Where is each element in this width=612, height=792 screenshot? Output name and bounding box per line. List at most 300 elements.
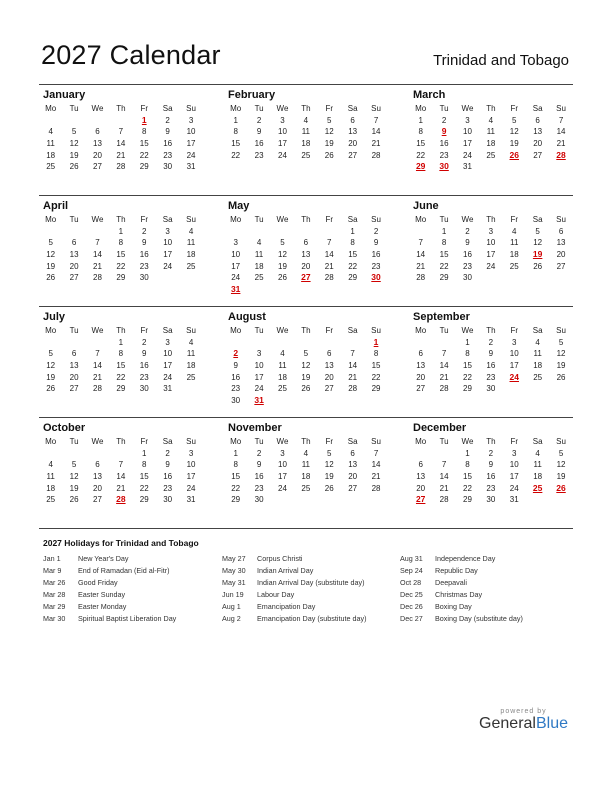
day-cell: 21 — [416, 261, 426, 271]
weekday-header — [39, 325, 203, 337]
holiday-date: 31 — [254, 395, 264, 406]
week-row — [409, 272, 573, 284]
day-cell: 12 — [278, 250, 287, 260]
day-cell: 30 — [139, 273, 149, 283]
day-cell: 15 — [439, 250, 449, 260]
day-cell: 28 — [371, 483, 381, 493]
day-cell: 2 — [256, 115, 262, 125]
weekday-label: Th — [301, 326, 311, 335]
weekday-label: Sa — [347, 326, 358, 335]
week-row — [39, 372, 203, 384]
weekday-label: We — [461, 215, 474, 224]
weekday-label: Su — [556, 437, 566, 446]
day-cell: 26 — [46, 384, 56, 394]
day-cell: 2 — [488, 337, 494, 347]
weekday-label: Su — [186, 437, 196, 446]
holiday-item-name: Republic Day — [435, 566, 478, 575]
holiday-date: 29 — [415, 161, 426, 172]
weekday-header — [409, 325, 573, 337]
day-cell: 9 — [488, 349, 494, 359]
day-cell: 18 — [186, 361, 196, 371]
week-row — [224, 494, 388, 506]
week-row — [224, 383, 388, 395]
holiday-item-name: End of Ramadan (Eid al-Fitr) — [78, 566, 170, 575]
holiday-item — [43, 613, 176, 625]
day-cell: 13 — [69, 250, 79, 260]
week-row — [409, 448, 573, 460]
holiday-item — [222, 553, 366, 565]
weekday-label: Mo — [45, 326, 57, 335]
weekday-label: We — [276, 215, 289, 224]
day-cell: 5 — [48, 349, 53, 359]
day-cell: 25 — [509, 261, 519, 271]
day-cell — [156, 272, 179, 284]
day-cell — [109, 115, 132, 127]
day-cell — [318, 284, 341, 296]
month-name: July — [43, 311, 66, 323]
day-cell: 6 — [418, 349, 423, 359]
week-row — [39, 226, 203, 238]
month-december — [409, 418, 573, 528]
day-cell: 17 — [278, 139, 287, 149]
day-cell: 4 — [48, 127, 53, 137]
day-cell: 5 — [558, 337, 564, 347]
day-cell: 27 — [69, 273, 79, 283]
day-cell: 14 — [93, 250, 102, 260]
week-row — [224, 261, 388, 273]
week-row — [224, 348, 388, 360]
week-row — [39, 150, 203, 162]
holiday-item-date: Aug 31 — [400, 554, 423, 563]
day-cell: 30 — [163, 495, 173, 505]
day-cell: 15 — [231, 139, 241, 149]
day-cell: 6 — [418, 460, 423, 470]
day-cell: 23 — [439, 150, 449, 160]
weekday-label: Sa — [162, 326, 173, 335]
day-cell — [294, 226, 317, 238]
day-cell: 18 — [301, 139, 311, 149]
day-cell: 8 — [233, 460, 238, 470]
day-cell — [247, 284, 270, 296]
week-row — [224, 395, 388, 407]
week-row — [409, 459, 573, 471]
day-cell: 4 — [48, 460, 53, 470]
holiday-item — [400, 589, 523, 601]
weekday-label: Tu — [439, 215, 449, 224]
day-cell: 25 — [186, 372, 196, 382]
day-cell: 8 — [465, 460, 470, 470]
day-cell: 22 — [463, 483, 472, 493]
day-cell — [294, 395, 317, 407]
day-cell: 3 — [512, 337, 517, 347]
day-cell: 13 — [556, 238, 566, 248]
day-cell: 31 — [163, 384, 173, 394]
day-cell: 3 — [280, 115, 285, 125]
day-cell: 5 — [535, 226, 540, 236]
month-name: October — [43, 422, 86, 434]
day-cell: 7 — [441, 460, 447, 470]
day-cell: 3 — [280, 448, 285, 458]
day-cell: 22 — [371, 372, 381, 382]
holiday-item-name: Independence Day — [435, 554, 496, 563]
day-cell: 15 — [231, 472, 241, 482]
powered-by-text: powered by — [500, 708, 547, 715]
day-cell: 14 — [439, 361, 449, 371]
holiday-item-date: May 30 — [222, 566, 246, 575]
weekday-header — [39, 103, 203, 115]
weekday-label: Fr — [510, 437, 519, 446]
month-name: January — [43, 89, 86, 101]
day-cell: 4 — [280, 349, 285, 359]
weekday-header — [409, 436, 573, 448]
holiday-date: 25 — [532, 482, 543, 493]
day-cell: 13 — [416, 472, 426, 482]
day-cell: 12 — [324, 460, 334, 470]
day-cell: 15 — [416, 139, 426, 149]
holiday-date: 1 — [373, 336, 379, 347]
day-cell: 23 — [486, 372, 496, 382]
day-cell: 23 — [371, 261, 381, 271]
week-row — [39, 483, 203, 495]
day-cell: 12 — [69, 139, 79, 149]
week-row — [224, 372, 388, 384]
day-cell: 14 — [371, 460, 381, 470]
weekday-label: Tu — [439, 104, 449, 113]
week-row — [39, 237, 203, 249]
holiday-item-date: Mar 9 — [43, 566, 62, 575]
weekday-label: Th — [301, 104, 311, 113]
day-cell: 8 — [233, 127, 238, 137]
day-cell: 13 — [416, 361, 426, 371]
day-cell: 19 — [278, 261, 287, 271]
weekday-label: Su — [186, 104, 196, 113]
day-cell: 18 — [254, 261, 264, 271]
day-cell: 17 — [186, 472, 196, 482]
day-cell — [39, 226, 62, 238]
month-january — [39, 85, 203, 195]
holiday-item — [222, 613, 366, 625]
day-cell: 30 — [139, 384, 149, 394]
day-cell — [409, 226, 432, 238]
weekday-label: Mo — [415, 437, 427, 446]
day-cell: 3 — [165, 226, 170, 236]
day-cell — [39, 448, 62, 460]
day-cell — [318, 337, 341, 349]
weekday-label: Fr — [325, 437, 334, 446]
day-cell: 10 — [186, 127, 196, 137]
holiday-item-name: Indian Arrival Day — [257, 566, 314, 575]
weekday-label: Su — [371, 215, 381, 224]
day-cell: 13 — [93, 139, 102, 149]
month-name: June — [413, 200, 439, 212]
day-cell: 16 — [139, 361, 149, 371]
day-cell: 28 — [371, 150, 381, 160]
calendar-row — [39, 306, 573, 417]
day-cell: 5 — [71, 127, 77, 137]
weekday-label: We — [91, 437, 104, 446]
day-cell: 10 — [509, 349, 519, 359]
day-cell: 3 — [165, 337, 170, 347]
day-cell: 29 — [116, 273, 126, 283]
holiday-date: 26 — [556, 482, 566, 493]
day-cell: 30 — [231, 396, 241, 406]
day-cell: 24 — [163, 372, 173, 382]
week-row — [39, 272, 203, 284]
weekday-label: Tu — [69, 326, 79, 335]
weekday-label: Tu — [69, 215, 79, 224]
day-cell: 20 — [93, 150, 102, 160]
holiday-item-date: Jun 19 — [222, 590, 244, 599]
day-cell: 14 — [348, 361, 358, 371]
day-cell: 9 — [256, 460, 262, 470]
day-cell: 22 — [416, 150, 426, 160]
week-row — [409, 372, 573, 384]
holiday-item-name: Easter Monday — [78, 602, 127, 611]
generalblue-logo[interactable] — [479, 708, 568, 733]
day-cell: 11 — [186, 349, 196, 359]
week-row — [39, 383, 203, 395]
day-cell: 1 — [118, 337, 124, 347]
day-cell: 6 — [303, 238, 309, 248]
week-row — [409, 337, 573, 349]
week-row — [224, 237, 388, 249]
day-cell — [271, 395, 294, 407]
day-cell: 16 — [231, 372, 241, 382]
day-cell: 3 — [488, 226, 494, 236]
week-row — [409, 138, 573, 150]
week-row — [224, 138, 388, 150]
day-cell: 22 — [348, 261, 358, 271]
holiday-date: 31 — [230, 284, 241, 295]
day-cell: 16 — [163, 139, 173, 149]
day-cell — [62, 337, 85, 349]
weekday-header — [39, 214, 203, 226]
day-cell: 24 — [509, 483, 519, 493]
day-cell: 25 — [46, 495, 56, 505]
day-cell: 6 — [71, 238, 77, 248]
week-row — [224, 126, 388, 138]
day-cell — [341, 494, 364, 506]
day-cell: 16 — [139, 250, 149, 260]
holiday-date: 27 — [301, 272, 311, 283]
day-cell: 4 — [512, 226, 517, 236]
day-cell: 30 — [163, 162, 173, 172]
day-cell: 23 — [254, 150, 264, 160]
day-cell — [364, 284, 387, 296]
weekday-label: Th — [486, 104, 496, 113]
month-may — [224, 196, 388, 306]
day-cell: 10 — [163, 349, 173, 359]
day-cell: 1 — [465, 337, 470, 347]
day-cell — [432, 448, 455, 460]
day-cell: 12 — [46, 250, 56, 260]
calendar-row — [39, 195, 573, 306]
day-cell: 23 — [139, 372, 149, 382]
day-cell: 20 — [69, 261, 79, 271]
day-cell: 17 — [463, 139, 472, 149]
day-cell — [364, 494, 387, 506]
day-cell — [318, 395, 341, 407]
day-cell: 18 — [46, 483, 56, 493]
day-cell: 20 — [533, 139, 543, 149]
day-cell: 25 — [486, 150, 496, 160]
weekday-label: Mo — [45, 104, 57, 113]
day-cell: 19 — [324, 472, 334, 482]
day-cell: 21 — [371, 139, 381, 149]
day-cell: 15 — [371, 361, 381, 371]
week-row — [409, 237, 573, 249]
day-cell: 31 — [509, 495, 519, 505]
day-cell: 8 — [118, 349, 124, 359]
day-cell: 5 — [327, 448, 332, 458]
day-cell: 19 — [556, 361, 566, 371]
week-row — [409, 483, 573, 495]
weekday-label: Th — [301, 215, 311, 224]
day-cell: 1 — [418, 115, 423, 125]
day-cell: 5 — [327, 115, 332, 125]
day-cell: 29 — [231, 495, 241, 505]
week-row — [39, 459, 203, 471]
day-cell: 24 — [163, 261, 173, 271]
week-row — [39, 261, 203, 273]
weekday-label: Tu — [254, 215, 264, 224]
day-cell — [318, 494, 341, 506]
week-row — [39, 348, 203, 360]
day-cell: 14 — [556, 127, 566, 137]
weekday-label: Sa — [347, 437, 358, 446]
day-cell: 1 — [233, 115, 238, 125]
holiday-item — [43, 565, 176, 577]
day-cell: 17 — [486, 250, 496, 260]
week-row — [224, 459, 388, 471]
week-row — [39, 448, 203, 460]
month-name: November — [228, 422, 282, 434]
holiday-item-date: Mar 26 — [43, 578, 66, 587]
day-cell: 10 — [163, 238, 173, 248]
day-cell — [224, 337, 247, 349]
day-cell: 8 — [350, 238, 355, 248]
day-cell — [86, 115, 109, 127]
week-row — [224, 150, 388, 162]
day-cell: 19 — [46, 261, 56, 271]
day-cell: 9 — [256, 127, 262, 137]
day-cell: 21 — [116, 150, 126, 160]
day-cell: 19 — [324, 139, 334, 149]
day-cell — [526, 272, 549, 284]
weekday-header — [409, 103, 573, 115]
day-cell: 12 — [69, 472, 79, 482]
day-cell: 10 — [278, 460, 287, 470]
day-cell — [409, 337, 432, 349]
day-cell: 9 — [142, 349, 147, 359]
day-cell: 9 — [165, 460, 170, 470]
week-row — [224, 471, 388, 483]
holiday-date: 1 — [141, 114, 147, 125]
day-cell — [341, 284, 364, 296]
week-row — [39, 249, 203, 261]
day-cell: 16 — [486, 472, 496, 482]
day-cell: 13 — [69, 361, 79, 371]
day-cell: 17 — [278, 472, 287, 482]
day-cell: 1 — [142, 448, 147, 458]
weekday-label: We — [91, 326, 104, 335]
month-february — [224, 85, 388, 195]
day-cell: 17 — [163, 250, 173, 260]
day-cell: 11 — [278, 361, 287, 371]
weekday-label: We — [276, 104, 289, 113]
day-cell: 10 — [486, 238, 496, 248]
weekday-label: Tu — [254, 437, 264, 446]
day-cell — [549, 383, 572, 395]
day-cell: 23 — [231, 384, 241, 394]
holiday-item — [222, 565, 366, 577]
day-cell: 5 — [303, 349, 309, 359]
day-cell: 25 — [254, 273, 264, 283]
day-cell: 26 — [324, 150, 334, 160]
day-cell: 6 — [350, 115, 355, 125]
holiday-item-name: Christmas Day — [435, 590, 483, 599]
weekday-header — [39, 436, 203, 448]
weekday-label: Fr — [140, 437, 149, 446]
weekday-label: Mo — [45, 215, 57, 224]
day-cell: 4 — [303, 115, 309, 125]
holiday-date: 24 — [509, 371, 519, 382]
day-cell: 19 — [301, 372, 311, 382]
day-cell: 8 — [418, 127, 423, 137]
brand-name-general: General — [479, 715, 536, 732]
day-cell: 28 — [116, 162, 126, 172]
holiday-item-date: Aug 2 — [222, 614, 241, 623]
day-cell — [247, 226, 270, 238]
day-cell: 27 — [533, 150, 543, 160]
weekday-label: Mo — [415, 326, 427, 335]
day-cell: 6 — [95, 127, 100, 137]
month-september — [409, 307, 573, 417]
day-cell: 16 — [254, 139, 264, 149]
day-cell — [364, 395, 387, 407]
day-cell: 20 — [556, 250, 566, 260]
day-cell — [86, 337, 109, 349]
day-cell: 20 — [416, 372, 426, 382]
holiday-item — [43, 577, 176, 589]
weekday-label: Mo — [415, 104, 427, 113]
weekday-label: Fr — [510, 104, 519, 113]
day-cell: 17 — [509, 361, 519, 371]
weekday-label: Sa — [162, 215, 173, 224]
day-cell: 26 — [533, 261, 543, 271]
day-cell: 27 — [324, 384, 334, 394]
week-row — [39, 360, 203, 372]
weekday-label: Su — [371, 326, 381, 335]
weekday-label: Fr — [140, 104, 149, 113]
day-cell: 6 — [558, 226, 564, 236]
holiday-item-date: Aug 1 — [222, 602, 241, 611]
day-cell: 5 — [512, 115, 517, 125]
month-name: December — [413, 422, 467, 434]
holiday-date: 27 — [415, 494, 426, 505]
day-cell: 7 — [95, 349, 100, 359]
day-cell: 12 — [324, 127, 334, 137]
week-row — [39, 161, 203, 173]
weekday-label: Fr — [510, 326, 519, 335]
day-cell: 17 — [509, 472, 519, 482]
day-cell: 17 — [186, 139, 196, 149]
holiday-item-date: Jan 1 — [43, 554, 61, 563]
holiday-item-date: Sep 24 — [400, 566, 423, 575]
week-row — [224, 483, 388, 495]
week-row — [39, 115, 203, 127]
day-cell: 2 — [142, 226, 147, 236]
